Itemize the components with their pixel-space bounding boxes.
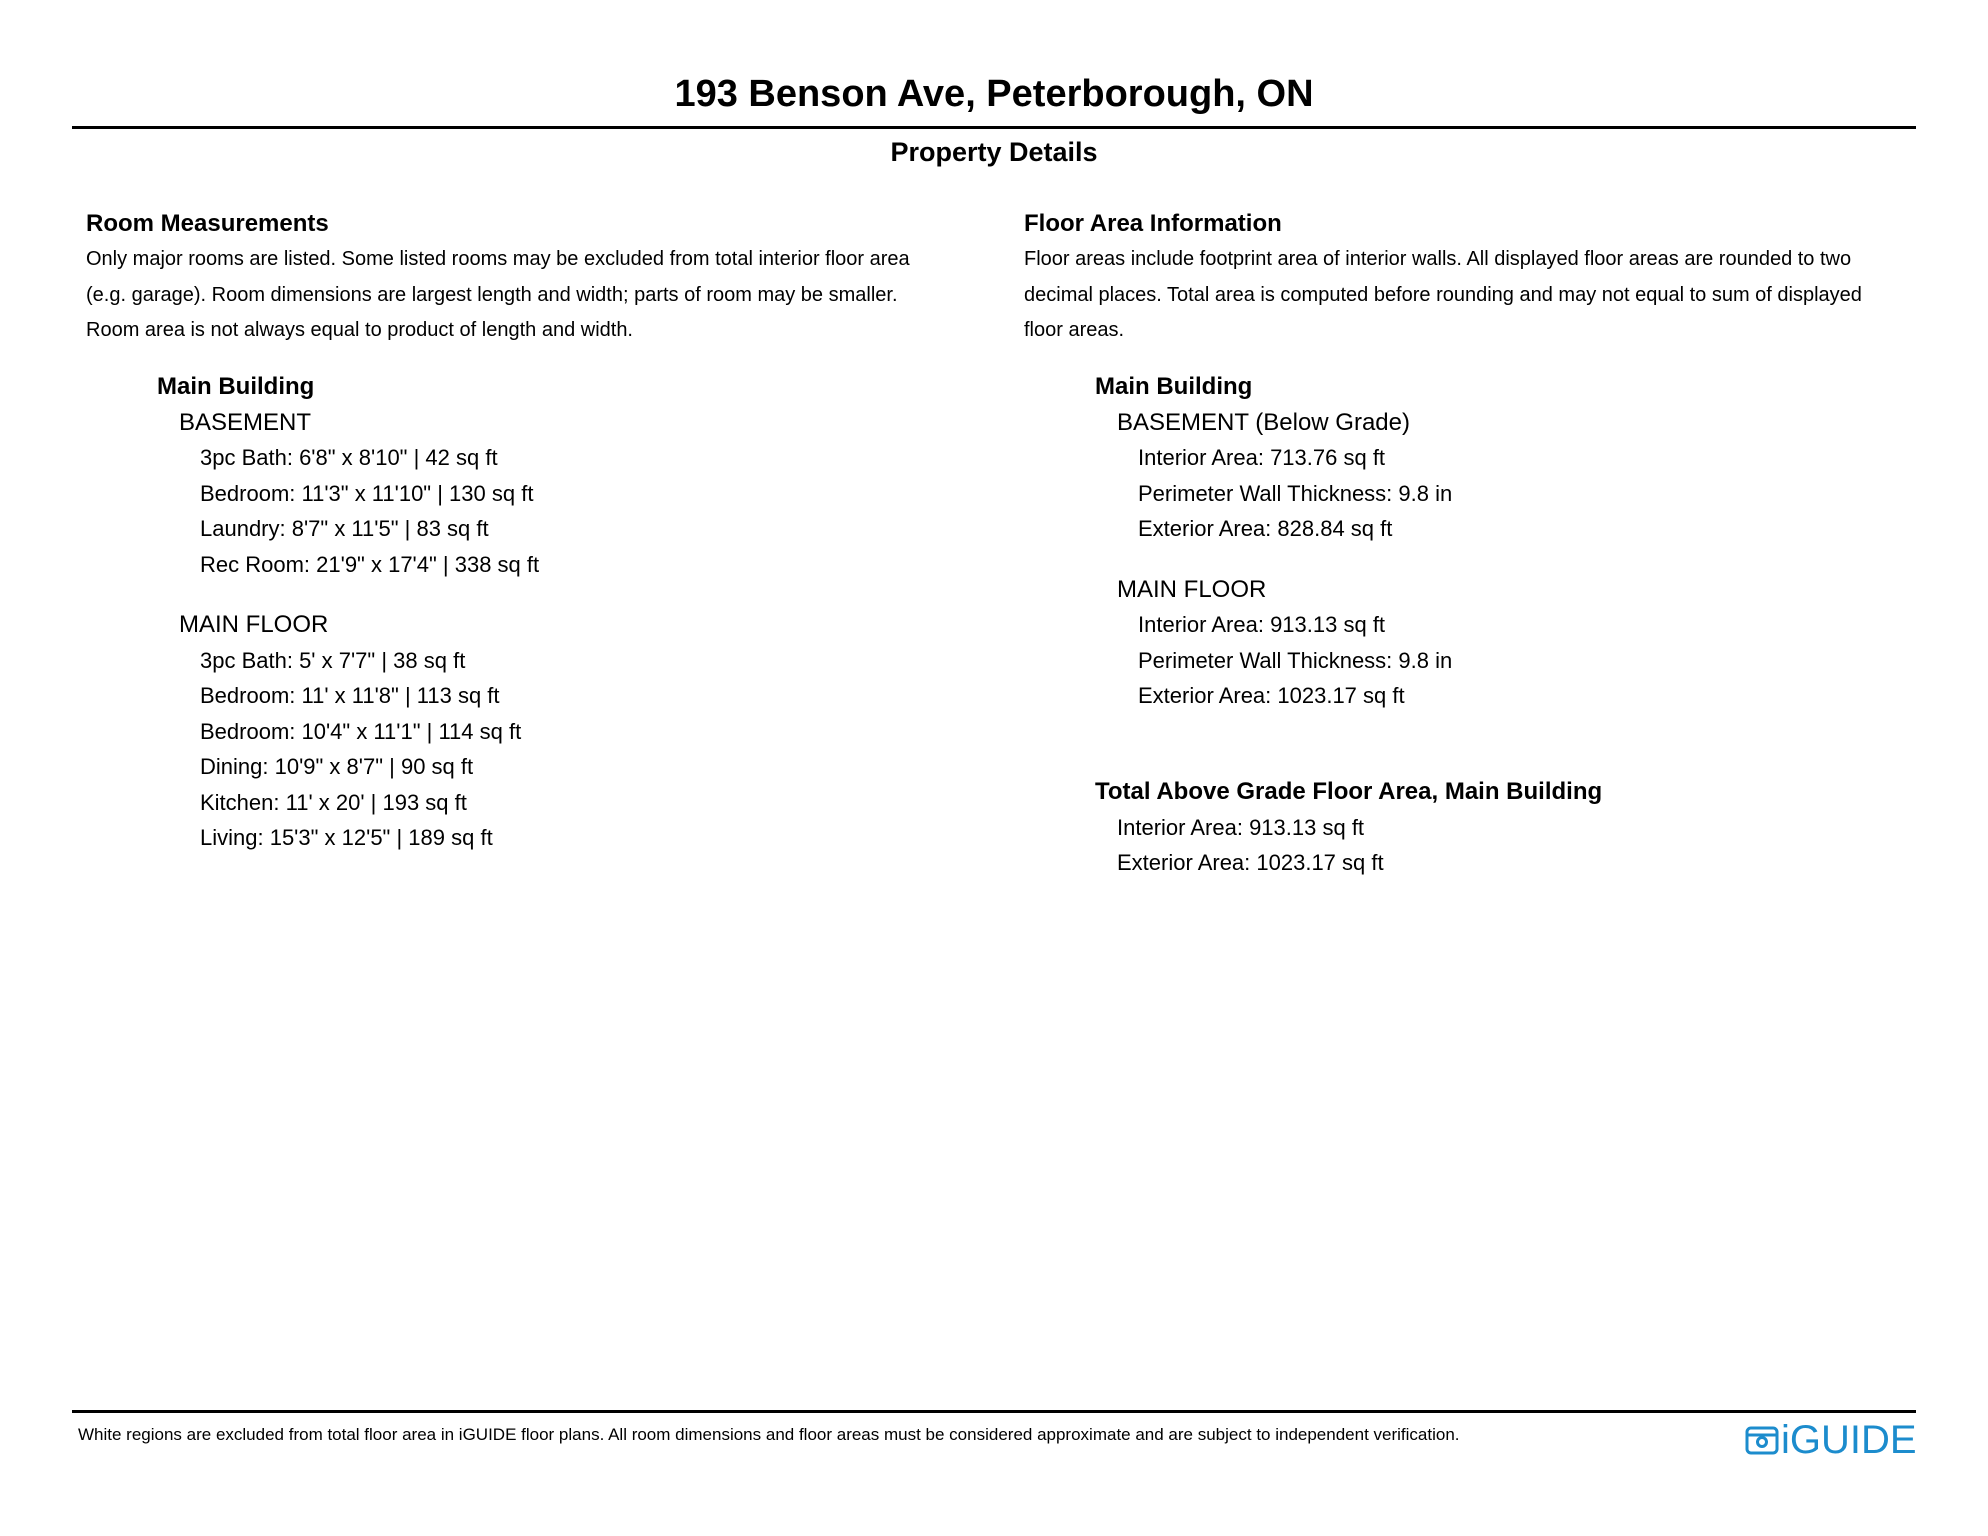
description-line: decimal places. Total area is computed before rounding and may not equal to sum of displayed (1024, 283, 1862, 306)
area-item: Exterior Area: 1023.17 sq ft (1138, 683, 1405, 708)
room-measurements-heading: Room Measurements (86, 210, 329, 237)
building-heading: Main Building (1095, 372, 1253, 400)
logo-text: iGUIDE (1781, 1418, 1917, 1462)
room-item: Bedroom: 11' x 11'8" | 113 sq ft (200, 683, 500, 708)
floor-area-heading: Floor Area Information (1024, 210, 1282, 237)
description-line: Only major rooms are listed. Some listed rooms may be excluded from total interior floor area (86, 248, 910, 270)
room-item: 3pc Bath: 5' x 7'7" | 38 sq ft (200, 647, 466, 673)
room-item: Living: 15'3" x 12'5" | 189 sq ft (200, 825, 493, 850)
room-measurements-section (86, 206, 986, 856)
room-item: 3pc Bath: 6'8" x 8'10" | 42 sq ft (200, 445, 498, 470)
building-heading: Main Building (157, 372, 315, 400)
room-item: Bedroom: 11'3" x 11'10" | 130 sq ft (200, 480, 534, 506)
spacer (1024, 547, 1934, 572)
room-measurements-description (86, 242, 986, 349)
page-title: 193 Benson Ave, Peterborough, ON (674, 73, 1314, 115)
footer-divider (72, 1410, 1916, 1413)
iguide-logo (1745, 1417, 1917, 1463)
camera-icon (1745, 1423, 1779, 1457)
spacer (86, 582, 986, 607)
description-line: (e.g. garage). Room dimensions are largest length and width; parts of room may be smaller. (86, 283, 898, 306)
total-area-item: Interior Area: 913.13 sq ft (1117, 814, 1365, 840)
room-item: Kitchen: 11' x 20' | 193 sq ft (200, 789, 467, 815)
area-item: Interior Area: 913.13 sq ft (1138, 612, 1386, 637)
room-item: Bedroom: 10'4" x 11'1" | 114 sq ft (200, 718, 522, 744)
total-area-heading: Total Above Grade Floor Area, Main Building (1095, 777, 1603, 805)
floor-area-section (1024, 206, 1934, 881)
room-item: Rec Room: 21'9" x 17'4" | 338 sq ft (200, 551, 540, 577)
room-item: Laundry: 8'7" x 11'5" | 83 sq ft (200, 516, 489, 541)
area-item: Perimeter Wall Thickness: 9.8 in (1138, 647, 1453, 673)
description-line: floor areas. (1024, 319, 1125, 341)
area-item: Interior Area: 713.76 sq ft (1138, 445, 1386, 470)
area-item: Exterior Area: 828.84 sq ft (1138, 516, 1393, 541)
description-line: Room area is not always equal to product of length and width. (86, 319, 633, 341)
description-line: Floor areas include footprint area of interior walls. All displayed floor areas are rounded to two (1024, 248, 1852, 270)
spacer (1024, 714, 1934, 774)
footer-disclaimer: White regions are excluded from total floor area in iGUIDE floor plans. All room dimensions and floor areas must be considered approximate and are subject to independent verification. (78, 1425, 1460, 1444)
page-subtitle: Property Details (890, 137, 1098, 167)
header-divider (72, 126, 1916, 129)
floor-heading-basement: BASEMENT (179, 408, 312, 436)
room-item: Dining: 10'9" x 8'7" | 90 sq ft (200, 754, 474, 779)
floor-area-description (1024, 242, 1934, 349)
floor-heading-main-floor: MAIN FLOOR (1117, 575, 1267, 603)
floor-heading-basement: BASEMENT (Below Grade) (1117, 408, 1410, 436)
total-area-item: Exterior Area: 1023.17 sq ft (1117, 850, 1384, 875)
floor-heading-main-floor: MAIN FLOOR (179, 611, 329, 638)
area-item: Perimeter Wall Thickness: 9.8 in (1138, 480, 1453, 506)
